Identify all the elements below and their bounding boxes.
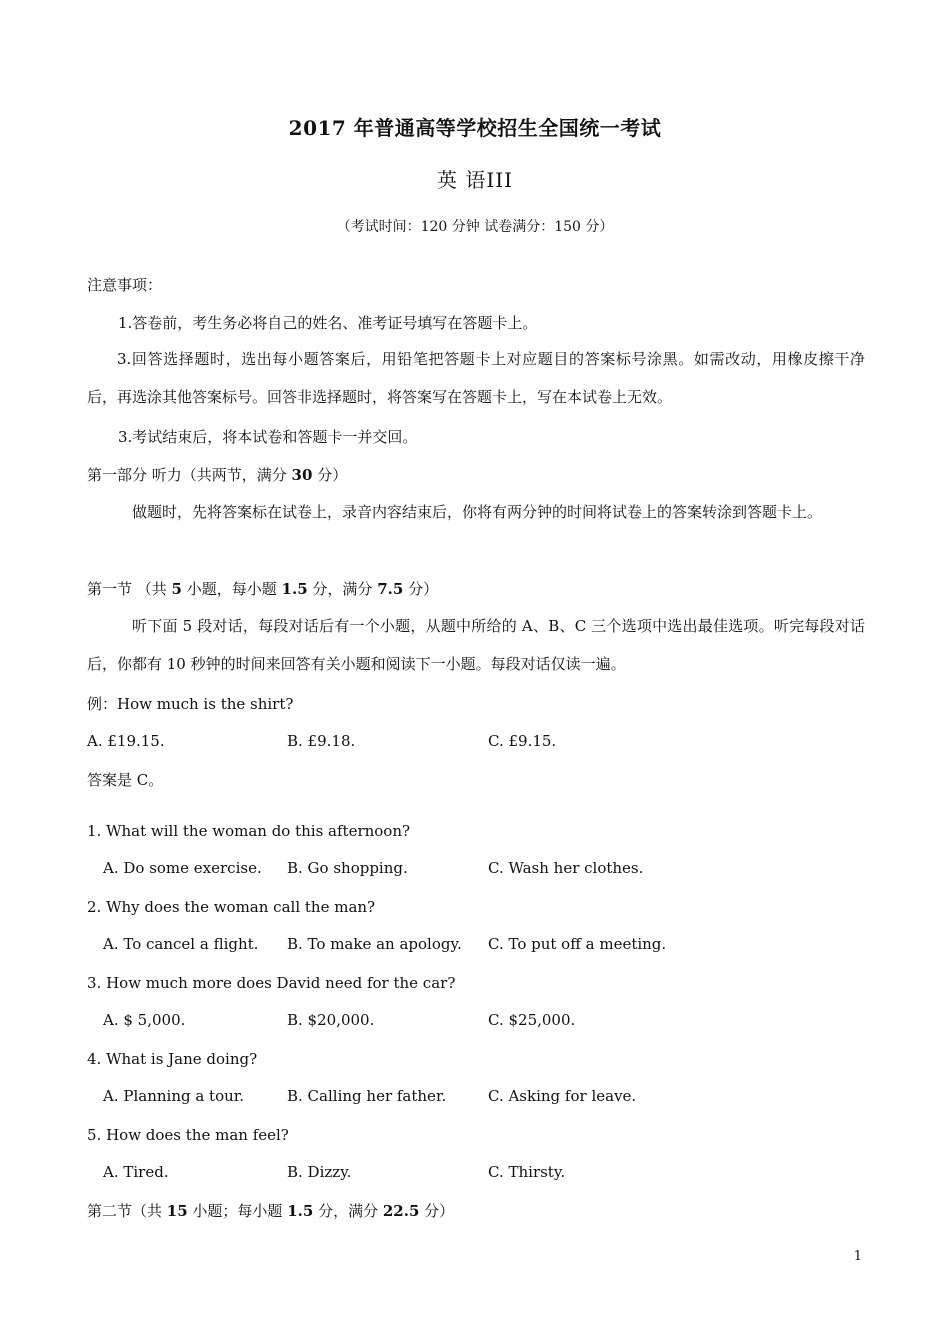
question-2-option-a: A. To cancel a flight. (103, 935, 259, 953)
section1-heading (87, 579, 438, 599)
question-5-option-c: C. Thirsty. (488, 1163, 566, 1181)
section2-heading-post: 分） (419, 1202, 455, 1220)
example-option-a: A. £19.15. (87, 732, 165, 750)
section1-heading-pre: 第一节 （共 (87, 580, 172, 598)
exam-time-note: （考试时间：120 分钟 试卷满分：150 分） (336, 219, 614, 235)
section2-each: 1.5 (287, 1202, 314, 1220)
question-5-option-b: B. Dizzy. (287, 1163, 352, 1181)
part1-heading-score: 30 (291, 466, 313, 484)
question-5-option-a: A. Tired. (103, 1163, 169, 1181)
question-4: 4. What is Jane doing? (87, 1050, 258, 1068)
section2-count: 15 (166, 1202, 188, 1220)
section1-instruction: 听下面 5 段对话，每段对话后有一个小题，从题中所给的 A、B、C 三个选项中选出最佳选项。听完每段对话后，你都有 10 秒钟的时间来回答有关小题和阅读下一小题。每段对话仅读一遍。 (87, 617, 865, 673)
question-2: 2. Why does the woman call the man? (87, 898, 376, 916)
question-1-option-c: C. Wash her clothes. (488, 859, 644, 877)
question-3: 3. How much more does David need for the car? (87, 974, 456, 992)
question-1: 1. What will the woman do this afternoon? (87, 822, 411, 840)
part1-heading-post: 分） (312, 466, 348, 484)
section1-heading-mid2: 分，满分 (307, 580, 378, 598)
question-1-option-a: A. Do some exercise. (103, 859, 262, 877)
section1-heading-post: 分） (403, 580, 439, 598)
section1-count: 5 (171, 580, 182, 598)
section1-heading-mid1: 小题，每小题 (181, 580, 282, 598)
notes-item-1: 1.答卷前，考生务必将自己的姓名、准考证号填写在答题卡上。 (118, 314, 538, 332)
question-3-option-c: C. $25,000. (488, 1011, 576, 1029)
part1-instruction: 做题时，先将答案标在试卷上，录音内容结束后，你将有两分钟的时间将试卷上的答案转涂到答题卡上。 (132, 503, 823, 521)
question-5: 5. How does the man feel? (87, 1126, 289, 1144)
section2-heading-mid1: 小题；每小题 (187, 1202, 288, 1220)
question-4-option-b: B. Calling her father. (287, 1087, 447, 1105)
section2-heading-mid2: 分，满分 (313, 1202, 383, 1220)
question-1-option-b: B. Go shopping. (287, 859, 408, 877)
question-2-option-c: C. To put off a meeting. (488, 935, 667, 953)
section2-heading-pre: 第二节（共 (87, 1202, 167, 1220)
example-option-c: C. £9.15. (488, 732, 557, 750)
question-4-option-a: A. Planning a tour. (103, 1087, 245, 1105)
notes-heading: 注意事项： (87, 276, 163, 294)
notes-item-3: 3.考试结束后，将本试卷和答题卡一并交回。 (118, 428, 418, 446)
section1-total: 7.5 (377, 580, 404, 598)
page-number: 1 (853, 1249, 862, 1264)
section2-total: 22.5 (382, 1202, 420, 1220)
part1-heading (87, 465, 347, 485)
example-answer: 答案是 C。 (87, 771, 164, 789)
question-3-option-a: A. $ 5,000. (103, 1011, 186, 1029)
notes-item-2: 3.回答选择题时，选出每小题答案后，用铅笔把答题卡上对应题目的答案标号涂黑。如需改动，用橡皮擦干净后，再选涂其他答案标号。回答非选择题时，将答案写在答题卡上，写在本试卷上无效。 (87, 350, 865, 406)
exam-title: 2017 年普通高等学校招生全国统一考试 (288, 116, 662, 140)
part1-heading-pre: 第一部分 听力（共两节，满分 (87, 466, 292, 484)
question-3-option-b: B. $20,000. (287, 1011, 375, 1029)
question-2-option-b: B. To make an apology. (287, 935, 462, 953)
example-question: 例：How much is the shirt? (87, 695, 294, 713)
exam-subject: 英 语III (436, 168, 514, 192)
question-4-option-c: C. Asking for leave. (488, 1087, 637, 1105)
section1-each: 1.5 (281, 580, 308, 598)
section2-heading (87, 1201, 454, 1221)
example-option-b: B. £9.18. (287, 732, 356, 750)
